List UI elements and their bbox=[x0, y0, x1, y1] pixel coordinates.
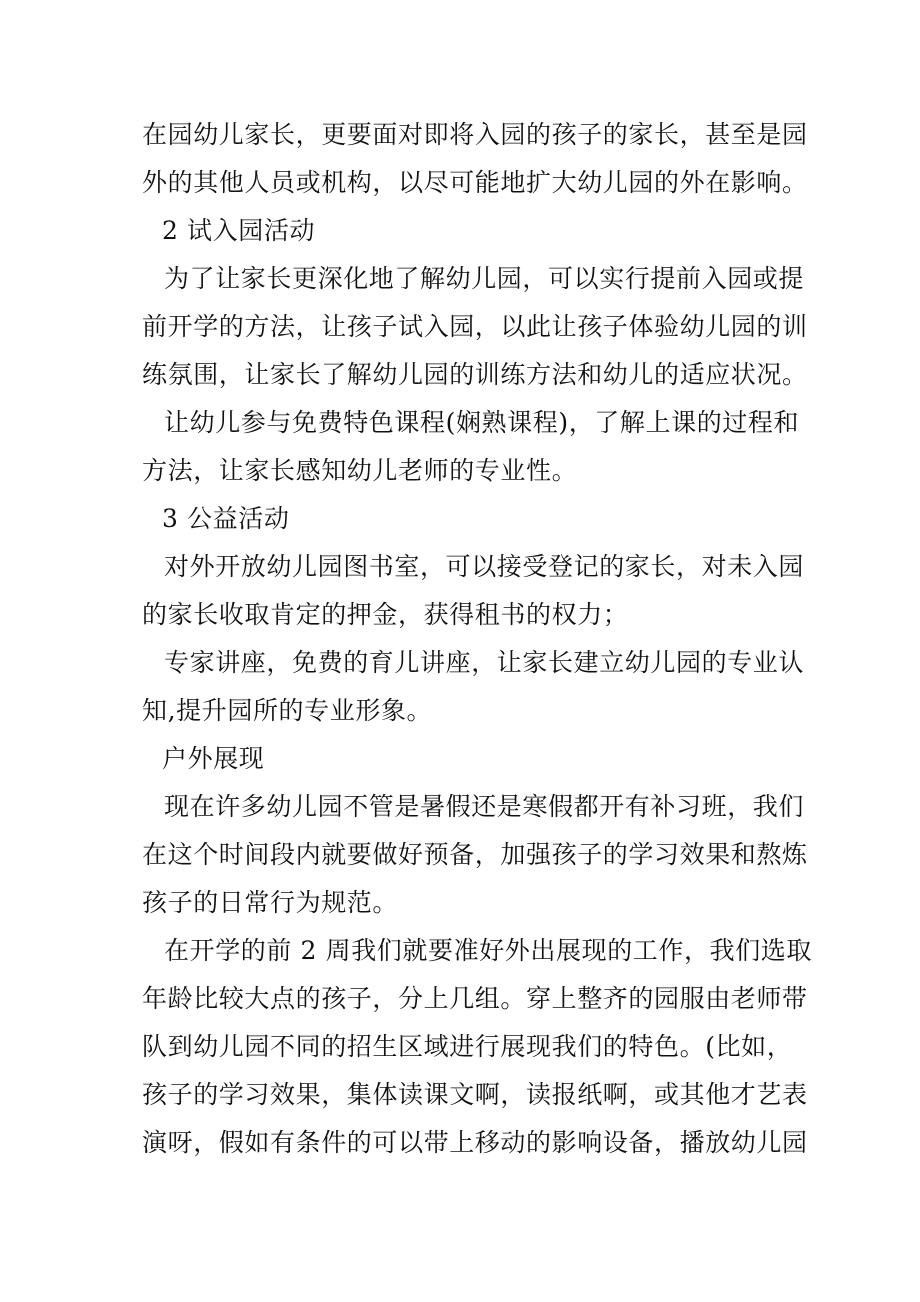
text-line: 前开学的方法，让孩子试入园，以此让孩子体验幼儿园的训 bbox=[142, 312, 808, 341]
text-line: 在开学的前 2 周我们就要准好外出展现的工作，我们选取 bbox=[164, 936, 813, 965]
text-line: 方法，让家长感知幼儿老师的专业性。 bbox=[142, 456, 578, 485]
text-line: 现在许多幼儿园不管是暑假还是寒假都开有补习班，我们 bbox=[164, 792, 805, 821]
text-line: 孩子的日常行为规范。 bbox=[142, 888, 399, 917]
text-line: 对外开放幼儿园图书室，可以接受登记的家长，对未入园 bbox=[164, 552, 805, 581]
text-line: 外的其他人员或机构，以尽可能地扩大幼儿园的外在影响。 bbox=[142, 168, 808, 197]
text-line: 在这个时间段内就要做好预备，加强孩子的学习效果和熬炼 bbox=[142, 840, 808, 869]
text-line: 在园幼儿家长，更要面对即将入园的孩子的家长，甚至是园 bbox=[142, 120, 808, 149]
text-line: 让幼儿参与免费特色课程(娴熟课程)，了解上课的过程和 bbox=[164, 408, 800, 437]
text-line: 演呀，假如有条件的可以带上移动的影响设备，播放幼儿园 bbox=[142, 1128, 808, 1157]
text-line: 的家长收取肯定的押金，获得租书的权力； bbox=[142, 600, 629, 629]
text-line: 专家讲座，免费的育儿讲座，让家长建立幼儿园的专业认 bbox=[164, 648, 805, 677]
text-line: 练氛围，让家长了解幼儿园的训练方法和幼儿的适应状况。 bbox=[142, 360, 808, 389]
text-line: 队到幼儿园不同的招生区域进行展现我们的特色。(比如， bbox=[142, 1032, 793, 1061]
text-line: 孩子的学习效果，集体读课文啊，读报纸啊，或其他才艺表 bbox=[142, 1080, 808, 1109]
text-line: 为了让家长更深化地了解幼儿园，可以实行提前入园或提 bbox=[164, 264, 805, 293]
text-line: 年龄比较大点的孩子，分上几组。穿上整齐的园服由老师带 bbox=[142, 984, 808, 1013]
section-heading: 3 公益活动 bbox=[162, 504, 290, 533]
section-heading: 2 试入园活动 bbox=[162, 216, 316, 245]
section-heading: 户外展现 bbox=[162, 744, 265, 773]
text-line: 知,提升园所的专业形象。 bbox=[142, 696, 433, 725]
